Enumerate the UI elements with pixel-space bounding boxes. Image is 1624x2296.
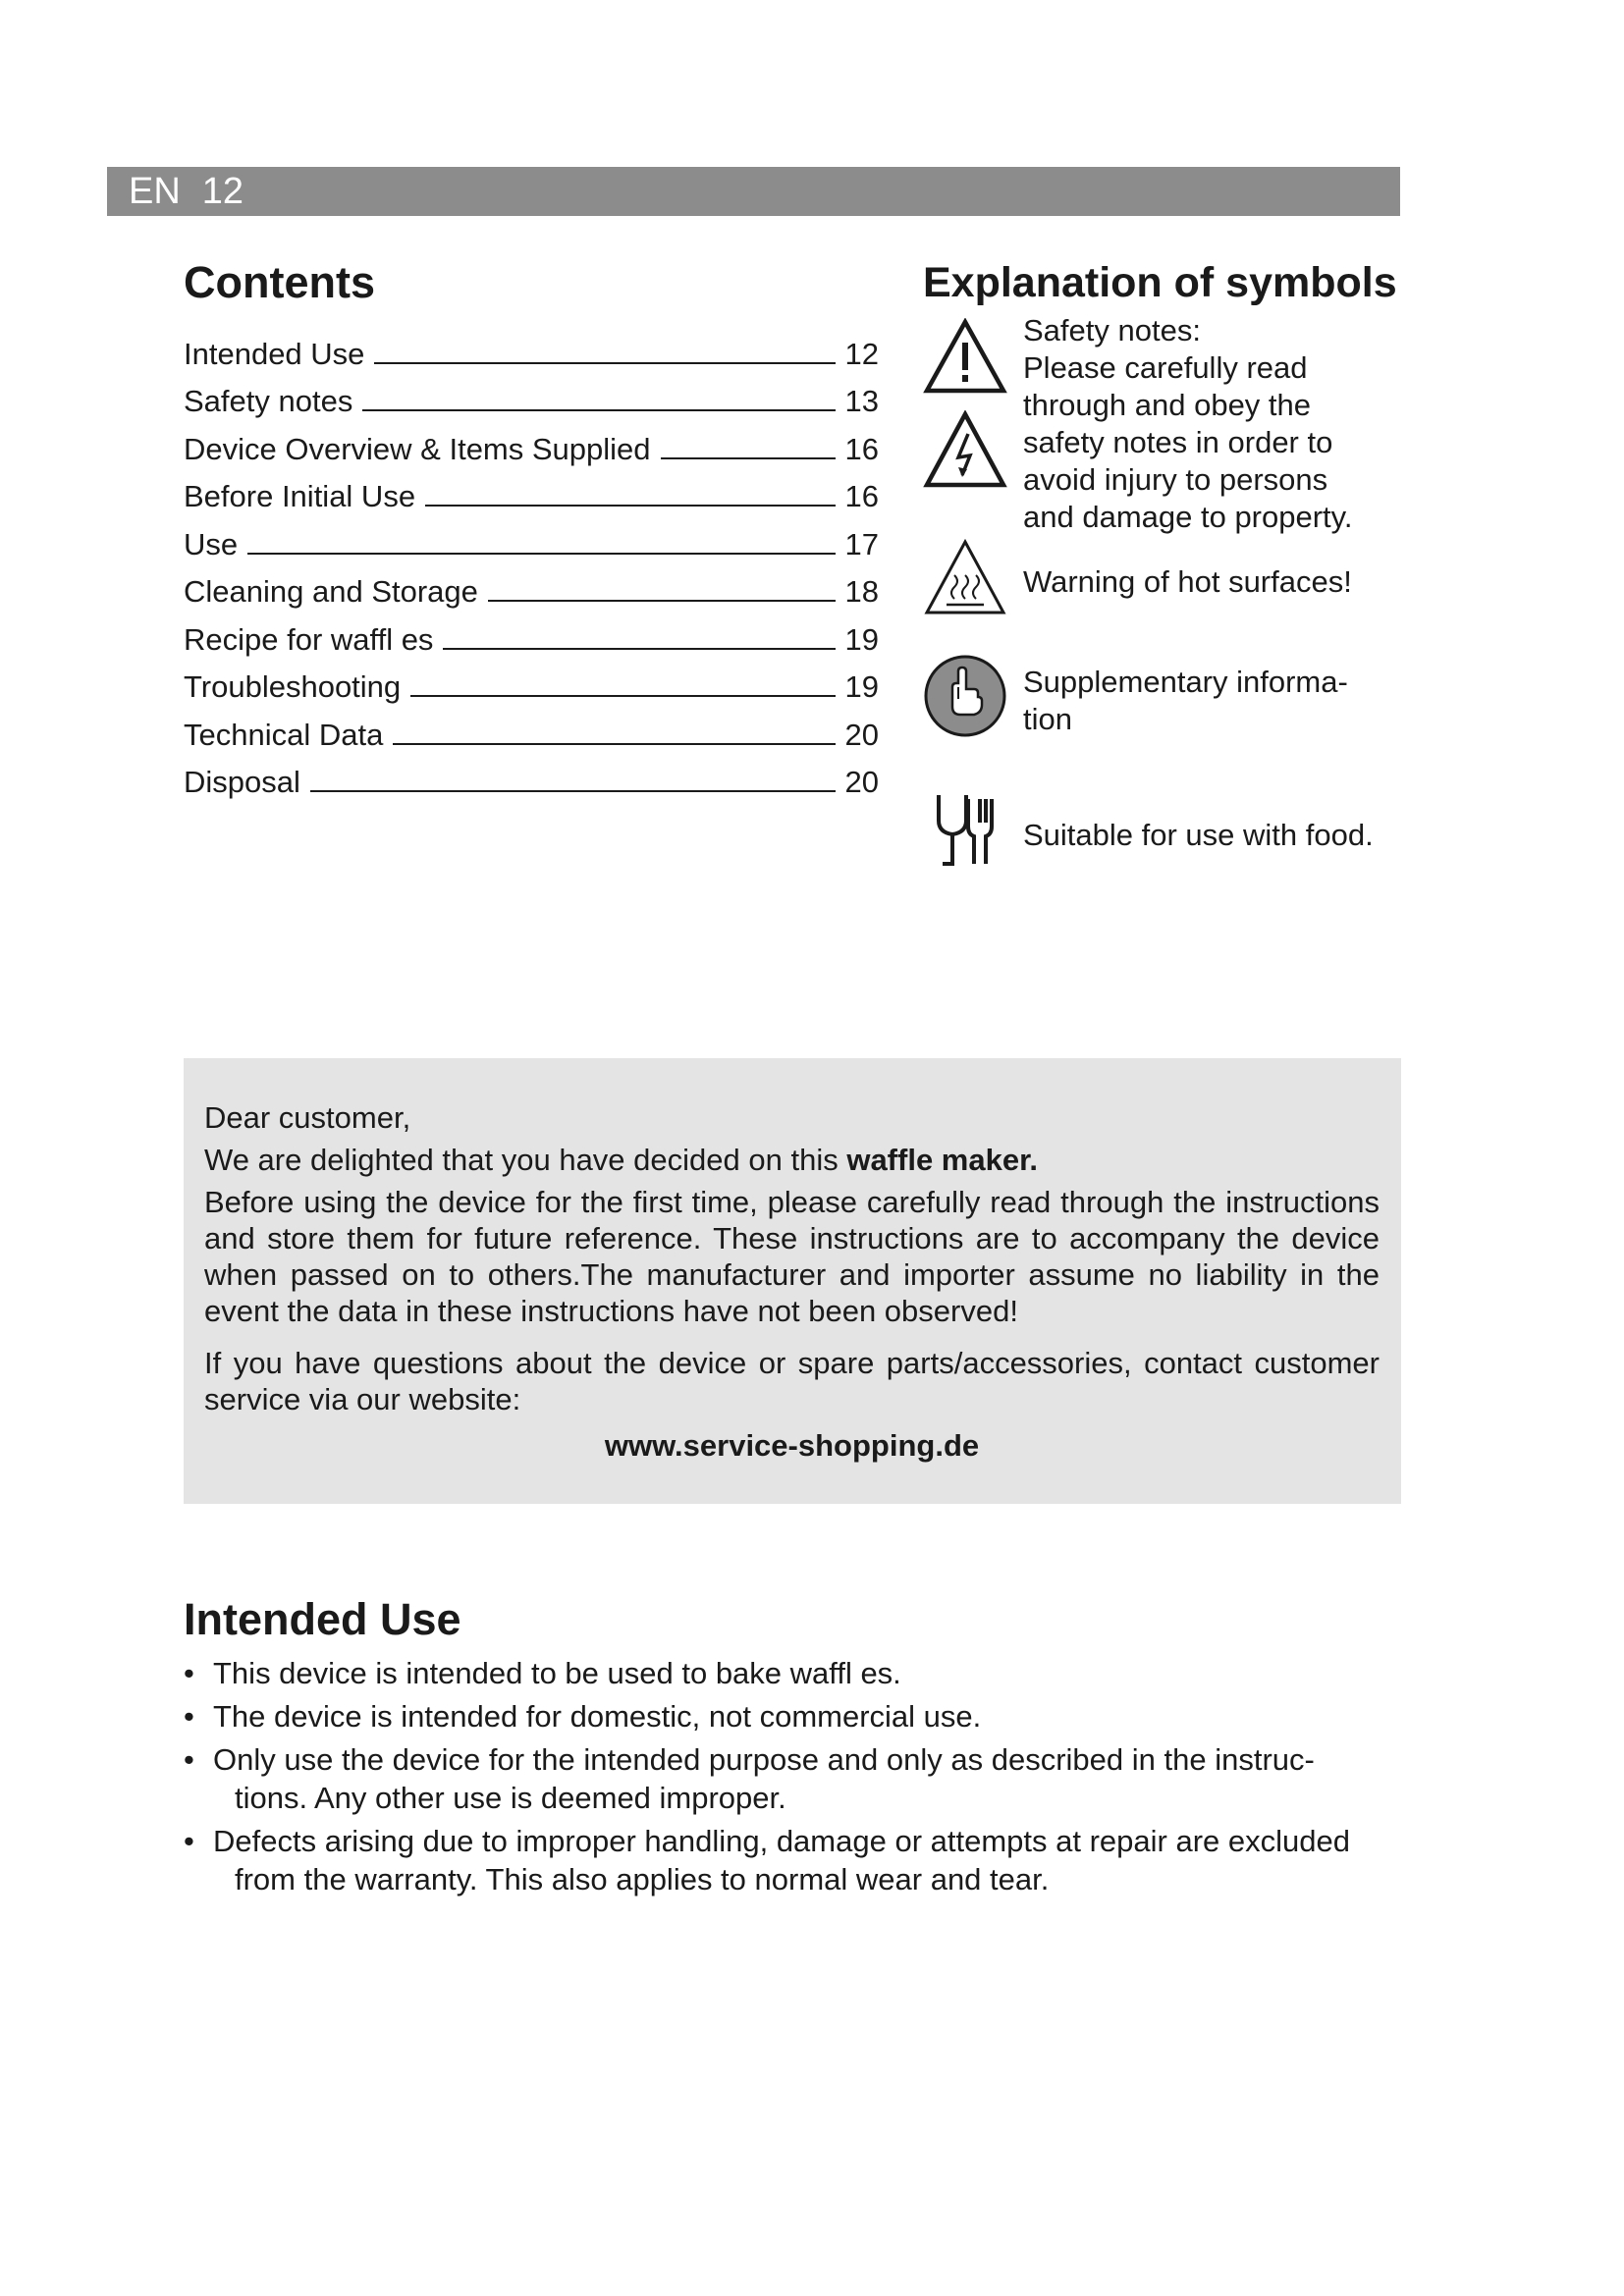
contents-title: Contents xyxy=(184,257,375,307)
toc-entry[interactable] xyxy=(184,610,879,658)
questions-paragraph: If you have questions about the device or spare parts/accessories, contact customer service via our website: xyxy=(204,1346,1380,1416)
product-name: waffle maker. xyxy=(846,1143,1039,1177)
toc-entry[interactable] xyxy=(184,514,879,562)
pointing-hand-icon xyxy=(923,654,1007,738)
list-item: • Defects arising due to improper handling, damage or attempts at repair are excluded from the warranty. This also applies to normal wear and tear. xyxy=(184,1824,1350,1896)
service-website-link[interactable]: www.service-shopping.de xyxy=(604,1428,980,1463)
toc-leader xyxy=(393,743,835,745)
bullet-icon: • xyxy=(184,1699,194,1734)
toc-entry[interactable] xyxy=(184,753,879,801)
toc-page: 16 xyxy=(844,431,879,466)
toc-page: 12 xyxy=(844,336,879,371)
supplementary-info-text: Supplementary informa- tion xyxy=(1023,665,1348,736)
toc-page: 16 xyxy=(844,479,879,513)
toc-leader xyxy=(488,600,836,602)
toc-label: Troubleshooting xyxy=(184,669,402,704)
notice-paragraph: Before using the device for the first time, please carefully read through the instructions and store them for future reference. These instructions are to accompany the device when passed on to others.The manufacturer and importer assume no liability in the event the data in these instructions have not been observed! xyxy=(204,1185,1380,1328)
toc-entry[interactable] xyxy=(184,658,879,706)
toc-leader xyxy=(310,790,836,792)
intended-use-title: Intended Use xyxy=(184,1594,461,1644)
toc-label: Disposal xyxy=(184,765,300,799)
list-item: • Only use the device for the intended purpose and only as described in the instruc- tions. Any other use is deemed improper. xyxy=(184,1742,1315,1815)
toc-label: Recipe for waffl es xyxy=(184,621,434,657)
toc-leader xyxy=(410,695,835,697)
toc-label: Technical Data xyxy=(184,717,384,752)
toc-leader xyxy=(425,505,835,507)
toc-page: 13 xyxy=(844,384,879,418)
hot-surface-triangle-icon xyxy=(923,538,1007,616)
page-header xyxy=(107,167,1400,216)
toc-page: 17 xyxy=(844,526,879,561)
toc-label: Device Overview & Items Supplied xyxy=(184,431,651,466)
toc-entry[interactable] xyxy=(184,562,879,611)
toc-label: Before Initial Use xyxy=(184,479,416,513)
food-safe-text: Suitable for use with food. xyxy=(1023,818,1374,852)
toc-entry[interactable] xyxy=(184,705,879,753)
bullet-icon: • xyxy=(184,1656,194,1690)
toc-leader xyxy=(362,409,835,411)
toc-entry[interactable] xyxy=(184,324,879,372)
customer-notice-box xyxy=(184,1058,1401,1504)
glass-fork-icon xyxy=(923,789,1007,874)
contents-list xyxy=(184,324,879,800)
symbols-section xyxy=(923,253,1404,852)
toc-leader xyxy=(661,457,836,459)
toc-leader xyxy=(247,553,835,555)
hot-surface-text: Warning of hot surfaces! xyxy=(1023,564,1352,599)
toc-label: Use xyxy=(184,526,239,561)
bullet-icon: • xyxy=(184,1824,194,1858)
symbols-title: Explanation of symbols xyxy=(923,259,1397,306)
safety-notes-text: Safety notes: Please carefully read through and obey the safety notes in order to avoid injury to persons and damage to property. xyxy=(1023,313,1353,534)
toc-page: 19 xyxy=(844,621,879,657)
list-item: • The device is intended for domestic, not commercial use. xyxy=(184,1699,982,1734)
warning-triangle-icon xyxy=(923,318,1007,395)
toc-label: Safety notes xyxy=(184,384,353,418)
toc-page: 19 xyxy=(844,669,879,704)
toc-entry[interactable] xyxy=(184,467,879,515)
toc-page: 20 xyxy=(844,717,879,752)
toc-page: 20 xyxy=(844,765,879,799)
toc-leader xyxy=(443,648,835,650)
toc-label: Intended Use xyxy=(184,336,365,371)
intro-line: We are delighted that you have decided on this waffle maker. xyxy=(204,1143,1039,1177)
page-number: 12 xyxy=(201,171,244,212)
toc-page: 18 xyxy=(844,574,879,609)
greeting: Dear customer, xyxy=(204,1100,411,1135)
intended-use-section xyxy=(184,1590,1401,1898)
toc-entry[interactable] xyxy=(184,372,879,420)
bullet-icon: • xyxy=(184,1742,194,1777)
list-item: • This device is intended to be used to bake waffl es. xyxy=(184,1656,901,1690)
toc-leader xyxy=(374,362,835,364)
contents-section xyxy=(184,253,879,800)
electric-shock-triangle-icon xyxy=(923,410,1007,489)
toc-label: Cleaning and Storage xyxy=(184,574,478,609)
toc-entry[interactable] xyxy=(184,419,879,467)
language-code: EN xyxy=(129,171,181,212)
